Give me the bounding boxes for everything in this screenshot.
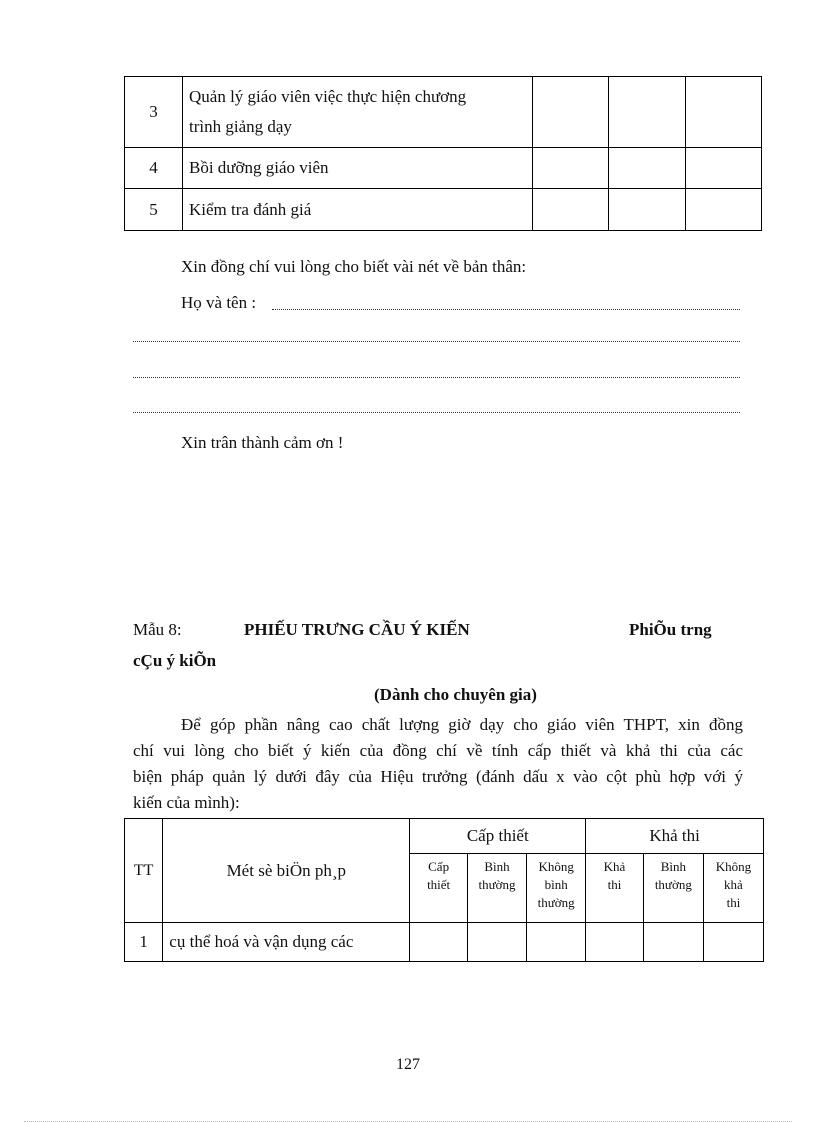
rating-cell[interactable] [685,77,761,148]
answer-line[interactable] [133,341,740,342]
rating-cell[interactable] [533,77,609,148]
row-content: Kiểm tra đánh giá [183,189,533,231]
rating-cell[interactable] [609,77,685,148]
column-header-tt: TT [125,819,163,923]
table-row [125,923,764,962]
row-content-line: Quản lý giáo viên việc thực hiện chương [189,87,467,106]
form-label: Mẫu 8: [133,620,182,639]
rating-cell[interactable] [410,923,468,962]
rating-cell[interactable] [685,148,761,189]
subheader-feasible-normal: Bình thường [643,854,703,923]
name-label: Họ và tên : [181,293,257,312]
table-row [125,189,762,231]
rating-cell[interactable] [609,148,685,189]
instruction-paragraph [133,712,743,816]
form-title: PHIẾU TRƯNG CẦU Ý KIẾN [244,620,470,639]
info-intro: Xin đồng chí vui lòng cho biết vài nét về bản thân: [181,257,527,276]
rating-cell[interactable] [643,923,703,962]
footer-divider [24,1121,792,1122]
subheader-not-feasible: Không khả thi [703,854,763,923]
column-header-measure: Mét sè biÖn ph¸p [163,819,410,923]
rating-cell[interactable] [586,923,644,962]
row-number: 3 [125,77,183,148]
group-header-feasibility: Khả thi [586,819,764,854]
table-row [125,77,762,148]
name-input-line[interactable] [272,309,740,310]
page-number: 127 [396,1056,420,1073]
row-number: 4 [125,148,183,189]
rating-cell[interactable] [685,189,761,231]
rating-cell[interactable] [533,148,609,189]
row-number: 1 [125,923,163,962]
row-content: Bồi dưỡng giáo viên [183,148,533,189]
form-title-garbled-left: cÇu ý kiÕn [133,651,217,670]
rating-cell[interactable] [533,189,609,231]
row-content [183,77,533,148]
row-content-line: trình giảng dạy [189,117,292,136]
measures-assessment-table [124,818,764,962]
group-header-necessity: Cấp thiết [410,819,586,854]
subheader-necessary: Cấp thiết [410,854,468,923]
subheader-not-normal: Không bình thường [527,854,586,923]
form-title-garbled-right: PhiÕu trng [629,620,712,639]
form-subtitle: (Dành cho chuyên gia) [374,685,537,704]
rating-cell[interactable] [703,923,763,962]
answer-line[interactable] [133,412,740,413]
rating-cell[interactable] [467,923,526,962]
paragraph-line: Để góp phần nâng cao chất lượng giờ dạy cho giáo viên THPT, xin đồng [181,715,743,734]
evaluation-table-continued [124,76,762,231]
paragraph-line: kiến của mình): [133,793,240,812]
subheader-normal: Bình thường [467,854,526,923]
answer-line[interactable] [133,377,740,378]
paragraph-line: chí vui lòng cho biết ý kiến của đồng chí về tính cấp thiết và khả thi của các [133,741,743,760]
table-header-row [125,819,764,854]
row-number: 5 [125,189,183,231]
subheader-feasible: Khả thi [586,854,644,923]
rating-cell[interactable] [527,923,586,962]
row-measure: cụ thể hoá và vận dụng các [163,923,410,962]
table-row [125,148,762,189]
paragraph-line: biện pháp quản lý dưới đây của Hiệu trưởng (đánh dấu x vào cột phù hợp với ý [133,767,743,786]
rating-cell[interactable] [609,189,685,231]
thanks-text: Xin trân thành cảm ơn ! [181,433,344,452]
